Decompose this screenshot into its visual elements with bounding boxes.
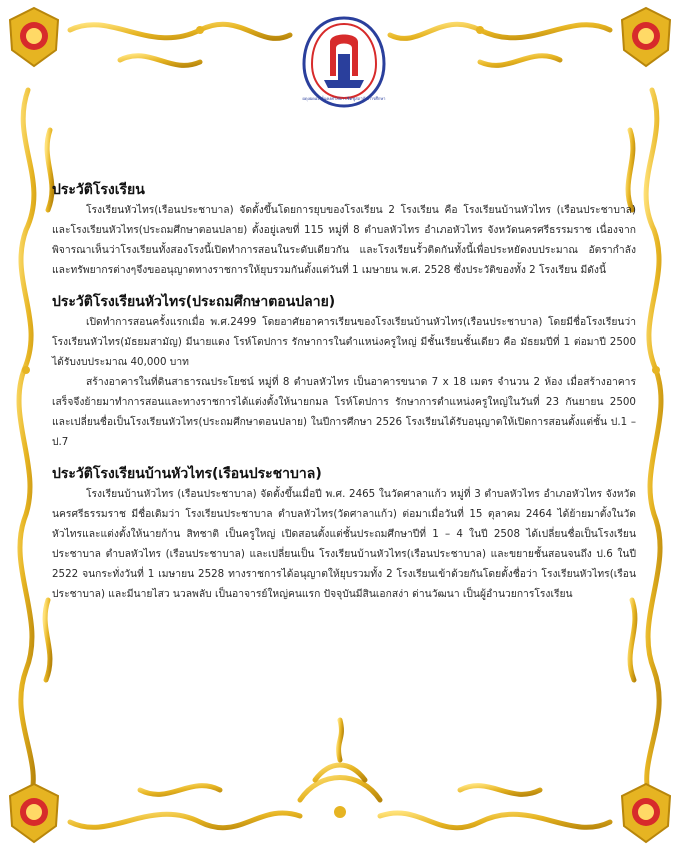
corner-emblem-icon <box>618 782 674 844</box>
corner-emblem-icon <box>6 6 62 68</box>
section-paragraph: สร้างอาคารในที่ดินสาธารณประโยชน์ หมู่ที่ 8 ตำบลหัวไทร เป็นอาคารขนาด 7 x 18 เมตร จำนวน 2 ห้อง เมื่อสร้างอาคารเสร็จจึงย้ายมาทำการสอนและทางราชการได้แต่งตั้งให้นายกมล โรห์โตปการ รักษาการตำแหน่งครูใหญ่ในวันที่ 23 กันยายน 2500 และเปลี่ยนชื่อเป็นโรงเรียนหัวไทร(ประถมศึกษาตอนปลาย) ในปีการศึกษา 2526 โรงเรียนได้รับอนุญาตให้เปิดการสอนตั้งแต่ชั้น ป.1 – ป.7 <box>52 376 636 448</box>
section-paragraph: โรงเรียนบ้านหัวไทร (เรือนประชาบาล) จัดตั้งขึ้นเมื่อปี พ.ศ. 2465 ในวัดศาลาแก้ว หมู่ที่ 3 ตำบลหัวไทร อำเภอหัวไทร จังหวัดนครศรีธรรมราช มีชื่อเดิมว่า โรงเรียนประชาบาล ตำบลหัวไทร(วัดศาลาแก้ว) ต่อมาเมื่อวันที่ 15 ตุลาคม 2464 ได้ย้ายมาตั้งในวัดหัวไทรและแต่งตั้งให้นายก้าน สิทชาติ เป็นครูใหญ่ เปิดสอนตั้งแต่ชั้นประถมศึกษาปีที่ 1 – 4 ในปี 2508 ได้เปลี่ยนชื่อเป็นโรงเรียนประชาบาล ตำบลหัวไทร (เรือนประชาบาล) และเปลี่ยนเป็น โรงเรียนบ้านหัวไทร(เรือนประชาบาล) และขยายชั้นสอนจนถึง ป.6 ในปี 2522 จนกระทั่งวันที่ 1 เมษายน 2528 ทางราชการได้อนุญาตให้ยุบรวมทั้ง 2 โรงเรียนเข้าด้วยกันโดยตั้งชื่อว่า โรงเรียนหัวไทร(เรือนประชาบาล) และมีนายไสว นวลพลับ เป็นอาจารย์ใหญ่คนแรก ปัจจุบันมีสินเอกสง่า ด่านวัฒนา เป็นผู้อำนวยการโรงเรียน <box>52 488 636 600</box>
section-paragraph: โรงเรียนหัวไทร(เรือนประชาบาล) จัดตั้งขึ้นโดยการยุบของโรงเรียน 2 โรงเรียน คือ โรงเรียนบ้านหัวไทร (เรือนประชาบาล) และโรงเรียนหัวไทร(ประถมศึกษาตอนปลาย) ตั้งอยู่เลขที่ 115 หมู่ที่ 8 ตำบลหัวไทร อำเภอหัวไทร จังหวัดนครศรีธรรมราช เนื่องจากพิจารณาเห็นว่าโรงเรียนทั้งสองโรงนี้เปิดทำการสอนในระดับเดียวกัน และโรงเรียนรั้วติดกันทั้งนี้เพื่อประหยัดงบประมาณ อัตรากำลังและทรัพยากรต่างๆจึงขออนุญาตทางราชการให้ยุบรวมกันตั้งแต่วันที่ 1 เมษายน พ.ศ. 2528 ซึ่งประวัติของทั้ง 2 โรงเรียน มีดังนี้ <box>52 204 636 276</box>
section-paragraph: เปิดทำการสอนครั้งแรกเมื่อ พ.ศ.2499 โดยอาศัยอาคารเรียนของโรงเรียนบ้านหัวไทร(เรือนประชาบาล) โดยมีชื่อโรงเรียนว่า โรงเรียนหัวไทร(มัธยมสามัญ) มีนายแดง โรห์โตปการ รักษาการในตำแหน่งครูใหญ่ มีชั้นเรียนชั้นเดียว คือ มัธยมปีที่ 1 ต่อมาปี 2500 ได้รับงบประมาณ 40,000 บาท <box>52 316 636 368</box>
section-huasai-primary-history <box>52 292 636 452</box>
section-heading: ประวัติโรงเรียนหัวไทร(ประถมศึกษาตอนปลาย) <box>52 294 336 310</box>
corner-emblem-icon <box>618 6 674 68</box>
section-heading: ประวัติโรงเรียน <box>52 182 145 198</box>
school-logo <box>300 14 388 110</box>
section-ban-huasai-history <box>52 464 636 604</box>
section-school-history <box>52 180 636 280</box>
corner-emblem-icon <box>6 782 62 844</box>
document-body <box>52 180 636 604</box>
logo-text-ring: ผดุงผดอง มั่นคงศาสนา เชิดชูสถาบันการศึกษา <box>302 96 386 101</box>
section-heading: ประวัติโรงเรียนบ้านหัวไทร(เรือนประชาบาล) <box>52 466 322 482</box>
